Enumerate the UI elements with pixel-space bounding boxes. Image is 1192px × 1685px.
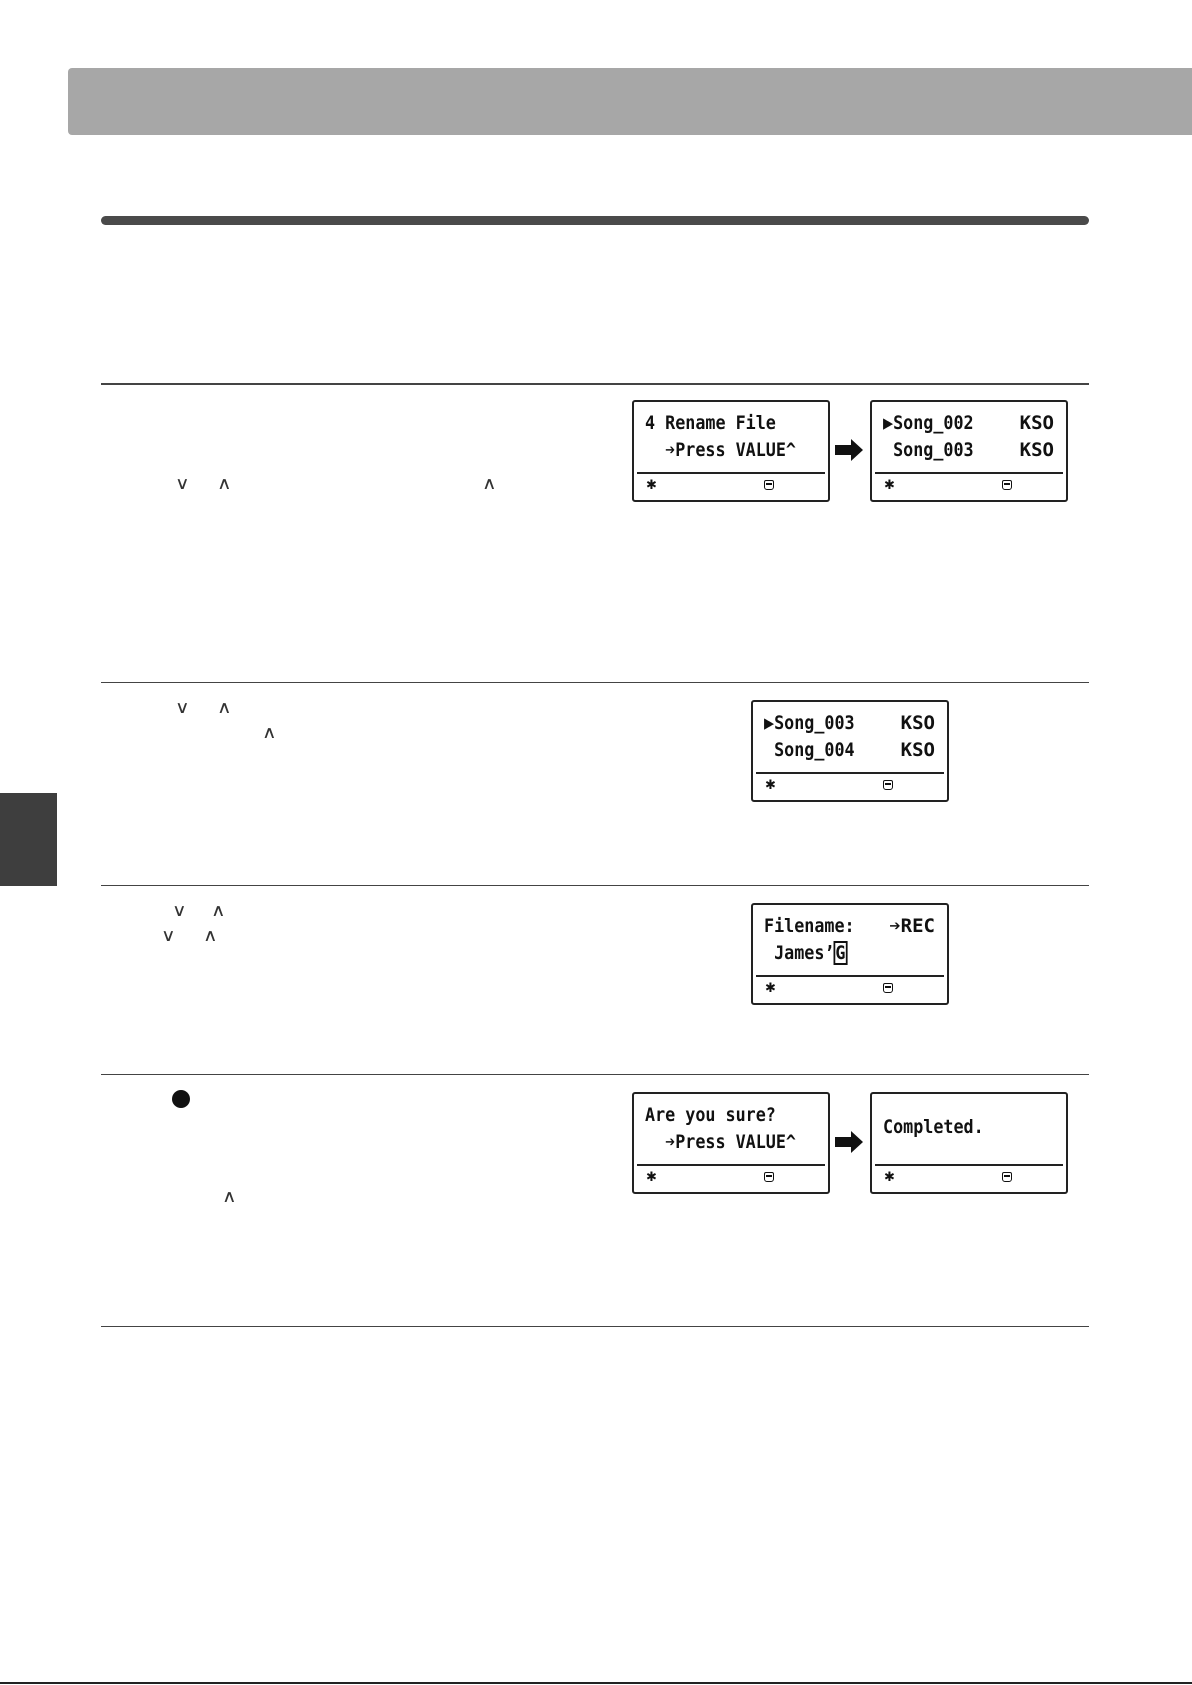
usb-icon [1002, 480, 1012, 490]
lcd-confirm [632, 1092, 830, 1194]
down-button-icon: ∨ [172, 899, 187, 921]
lcd-line-1-right: ➔REC [889, 915, 935, 937]
usb-icon [764, 480, 774, 490]
lcd-rename-file [632, 400, 830, 502]
lcd-filename-entry [751, 903, 949, 1005]
lcd-line-2-right: KSO [900, 739, 935, 761]
up-button-icon: ∧ [482, 472, 497, 494]
up-button-icon: ∧ [203, 924, 218, 946]
chapter-side-tab [0, 793, 57, 886]
down-button-icon: ∨ [161, 924, 176, 946]
lcd-line-1: Filename: [764, 915, 855, 937]
right-arrow-icon [835, 1131, 863, 1153]
rec-button-icon [172, 1090, 190, 1108]
up-button-icon: ∧ [217, 696, 232, 718]
title-bar [101, 216, 1089, 225]
lcd-line-1: 4 Rename File [645, 412, 776, 434]
lcd-divider [756, 975, 944, 977]
lcd-divider [637, 1164, 825, 1166]
usb-icon [883, 780, 893, 790]
lcd-line-1: Are you sure? [645, 1104, 776, 1126]
bluetooth-icon: ✱ [884, 478, 895, 493]
lcd-line-1-right: KSO [900, 712, 935, 734]
up-button-icon: ∧ [217, 472, 232, 494]
header-band [68, 68, 1192, 135]
lcd-line-2: ➔Press VALUE^ [645, 439, 797, 461]
lcd-song-list [870, 400, 1068, 502]
usb-icon [883, 983, 893, 993]
lcd-divider [756, 772, 944, 774]
right-arrow-icon [835, 439, 863, 461]
bluetooth-icon: ✱ [884, 1170, 895, 1185]
filename-text: James’ [764, 942, 835, 964]
end-divider [101, 1326, 1089, 1327]
lcd-line-2: Song_004 [764, 739, 855, 761]
lcd-song-selected [751, 700, 949, 802]
step-4-divider [101, 1074, 1089, 1075]
bottom-rule [0, 1682, 1192, 1684]
bluetooth-icon: ✱ [765, 778, 776, 793]
bluetooth-icon: ✱ [646, 478, 657, 493]
bluetooth-icon: ✱ [765, 981, 776, 996]
lcd-divider [875, 1164, 1063, 1166]
lcd-line-1-right: KSO [1019, 412, 1054, 434]
down-button-icon: ∨ [175, 472, 190, 494]
up-button-icon: ∧ [222, 1185, 237, 1207]
lcd-line-2-right: KSO [1019, 439, 1054, 461]
step-1-divider [101, 383, 1089, 385]
lcd-divider [637, 472, 825, 474]
lcd-line-1: Completed. [883, 1116, 984, 1138]
step-2-divider [101, 682, 1089, 683]
lcd-completed [870, 1092, 1068, 1194]
up-button-icon: ∧ [211, 899, 226, 921]
lcd-line-2 [764, 940, 914, 966]
lcd-line-1: ▶Song_003 [764, 712, 855, 734]
lcd-line-2: ➔Press VALUE^ [645, 1131, 797, 1153]
usb-icon [764, 1172, 774, 1182]
up-button-icon: ∧ [262, 721, 277, 743]
bluetooth-icon: ✱ [646, 1170, 657, 1185]
usb-icon [1002, 1172, 1012, 1182]
text-cursor: G [835, 942, 846, 964]
lcd-line-1: ▶Song_002 [883, 412, 974, 434]
down-button-icon: ∨ [175, 696, 190, 718]
lcd-line-2: Song_003 [883, 439, 974, 461]
step-3-divider [101, 885, 1089, 886]
lcd-divider [875, 472, 1063, 474]
